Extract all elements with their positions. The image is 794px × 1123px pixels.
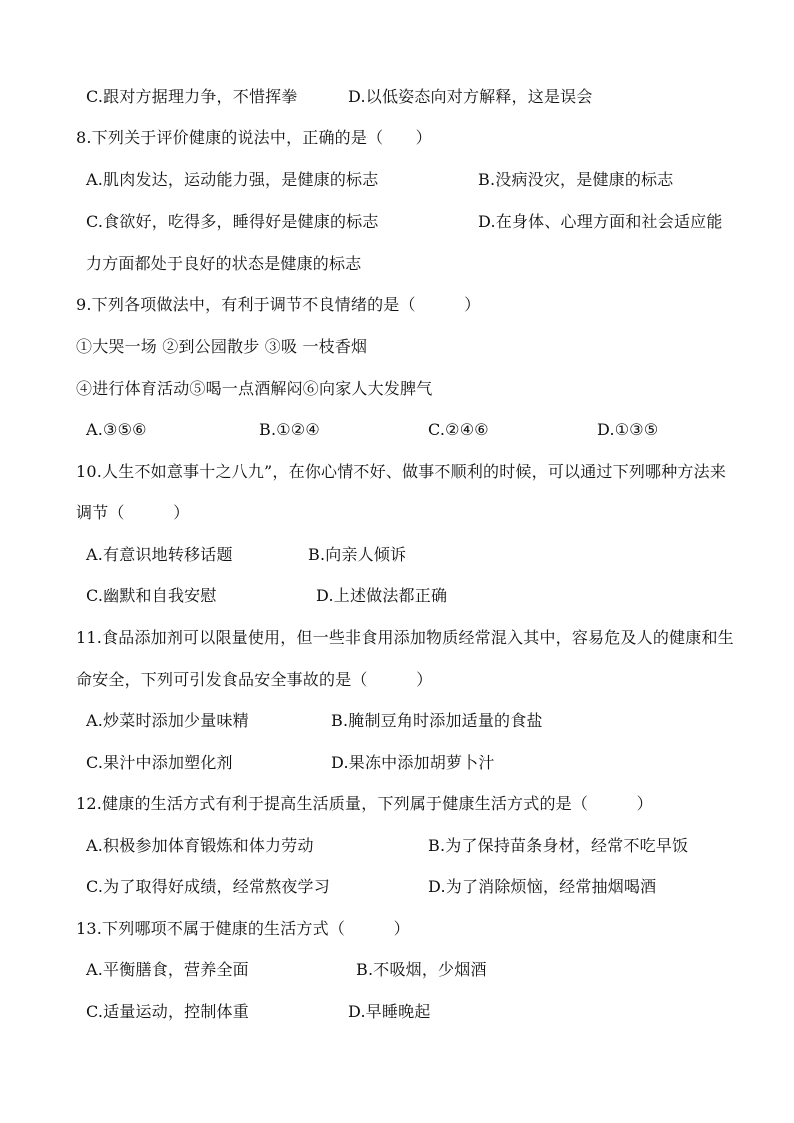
q12-option-d: D.为了消除烦恼，经常抽烟喝酒 — [428, 877, 657, 896]
q13-option-d: D.早睡晚起 — [348, 1002, 431, 1021]
q9-option-c: C.②④⑥ — [428, 420, 489, 439]
q9-stem: 9.下列各项做法中，有利于调节不良情绪的是（ ） — [76, 295, 481, 314]
q11-stem: 11.食品添加剂可以限量使用，但一些非食用添加物质经常混入其中，容易危及人的健康和生 — [76, 628, 734, 647]
q9-items-line-2: ④进行体育活动⑤喝一点酒解闷⑥向家人大发脾气 — [76, 379, 433, 398]
q12-option-a: A.积极参加体育锻炼和体力劳动 — [86, 836, 314, 855]
q9-option-a: A.③⑤⑥ — [86, 420, 147, 439]
q11-stem-continued: 命安全，下列可引发食品安全事故的是（ ） — [76, 670, 433, 689]
q9-option-b: B.①②④ — [259, 420, 320, 439]
q11-option-d: D.果冻中添加胡萝卜汁 — [331, 753, 495, 772]
q12-option-b: B.为了保持苗条身材，经常不吃早饭 — [428, 836, 689, 855]
q11-option-c: C.果汁中添加塑化剂 — [86, 753, 233, 772]
q11-option-b: B.腌制豆角时添加适量的食盐 — [331, 711, 543, 730]
q7-option-d: D.以低姿态向对方解释，这是误会 — [348, 87, 593, 106]
q8-option-d-continued: 力方面都处于良好的状态是健康的标志 — [86, 254, 362, 273]
q9-option-d: D.①③⑤ — [597, 420, 659, 439]
q12-option-c: C.为了取得好成绩，经常熬夜学习 — [86, 877, 330, 896]
q8-stem: 8.下列关于评价健康的说法中，正确的是（ ） — [76, 128, 432, 147]
q13-stem: 13.下列哪项不属于健康的生活方式（ ） — [76, 919, 410, 938]
q8-option-d: D.在身体、心理方面和社会适应能 — [478, 212, 723, 231]
q13-option-c: C.适量运动，控制体重 — [86, 1002, 249, 1021]
q10-option-d: D.上述做法都正确 — [316, 586, 448, 605]
q10-option-c: C.幽默和自我安慰 — [86, 586, 217, 605]
q10-stem-continued: 调节（ ） — [76, 503, 190, 522]
q10-stem: 10.人生不如意事十之八九”，在你心情不好、做事不顺利的时候，可以通过下列哪种方法来 — [76, 462, 727, 481]
q11-option-a: A.炒菜时添加少量味精 — [86, 711, 249, 730]
q7-option-c: C.跟对方据理力争，不惜挥拳 — [86, 87, 298, 106]
q10-option-a: A.有意识地转移话题 — [86, 545, 233, 564]
q10-option-b: B.向亲人倾诉 — [308, 545, 407, 564]
q13-option-b: B.不吸烟，少烟酒 — [356, 960, 487, 979]
q8-option-c: C.食欲好，吃得多，睡得好是健康的标志 — [86, 212, 379, 231]
q13-option-a: A.平衡膳食，营养全面 — [86, 960, 249, 979]
q9-items-line-1: ①大哭一场 ②到公园散步 ③吸 一枝香烟 — [76, 337, 368, 356]
q8-option-b: B.没病没灾，是健康的标志 — [478, 170, 674, 189]
q12-stem: 12.健康的生活方式有利于提高生活质量，下列属于健康生活方式的是（ ） — [76, 794, 653, 813]
q8-option-a: A.肌肉发达，运动能力强，是健康的标志 — [86, 170, 379, 189]
